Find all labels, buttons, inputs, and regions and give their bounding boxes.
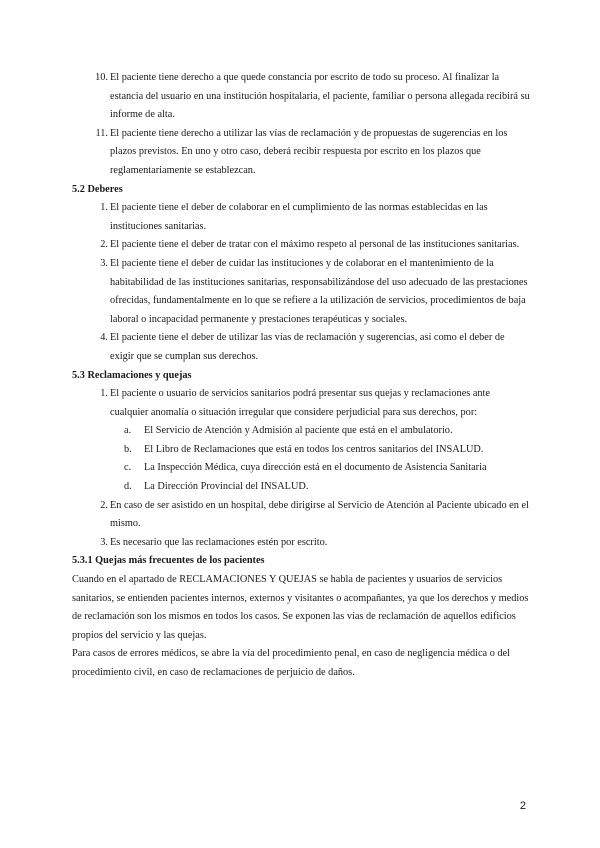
list-text: En caso de ser asistido en un hospital, debe dirigirse al Servicio de Atención al Paciente ubicado en el mismo. <box>110 499 529 530</box>
list-item <box>72 329 530 366</box>
list-number: 4. <box>100 332 108 344</box>
list-number: 2. <box>100 499 108 511</box>
page-number: 2 <box>519 800 526 812</box>
list-text: El paciente tiene derecho a utilizar las vías de reclamación y de propuestas de sugerencias en los plazos previstos. En uno y otro caso, deberá recibir respuesta por escrito en los plazos que reglamentariamente se establezcan. <box>110 127 508 176</box>
list-item <box>72 255 530 329</box>
list-item <box>72 125 530 181</box>
list-text: El paciente tiene el deber de cuidar las instituciones y de colaborar en el mantenimiento de la habitabilidad de las instituciones sanitarias, responsabilizándose del uso adecuado de las prestaciones ofrecidas, fundamentalmente en lo que se refiere a la utilización de servicios, procedimientos de baja laboral o incapacidad permanente y prestaciones terapéuticas y sociales. <box>110 257 528 325</box>
list-item <box>72 236 530 255</box>
deberes-list <box>72 199 530 366</box>
list-text: El paciente tiene el deber de colaborar en el cumplimiento de las normas establecidas en las instituciones sanitarias. <box>110 202 488 232</box>
sub-list-item <box>72 422 530 441</box>
sub-list-text: La Dirección Provincial del INSALUD. <box>144 481 309 493</box>
list-number: 3. <box>100 536 108 548</box>
sub-list-letter: a. <box>124 425 132 437</box>
sub-list-letter: d. <box>124 481 132 493</box>
list-text: El paciente tiene el deber de tratar con el máximo respeto al personal de las instituciones sanitarias. <box>110 239 520 251</box>
list-number: 11. <box>95 127 108 139</box>
sub-list-letter: c. <box>124 462 132 474</box>
section-heading-quejas-frecuentes: 5.3.1 Quejas más frecuentes de los pacientes <box>72 555 265 567</box>
list-item <box>72 199 530 236</box>
list-number: 10. <box>95 72 108 83</box>
sub-list-item <box>72 441 530 460</box>
rights-list-continued <box>72 69 530 181</box>
list-number: 1. <box>100 202 108 214</box>
section-heading-deberes: 5.2 Deberes <box>72 183 123 195</box>
sub-list-text: El Libro de Reclamaciones que está en todos los centros sanitarios del INSALUD. <box>144 443 484 455</box>
sub-list-text: El Servicio de Atención y Admisión al paciente que está en el ambulatorio. <box>144 425 453 437</box>
list-number: 3. <box>100 257 108 269</box>
sub-list-item <box>72 459 530 478</box>
sub-list-text: La Inspección Médica, cuya dirección está en el documento de Asistencia Sanitaria <box>144 462 487 474</box>
list-item <box>72 69 530 125</box>
sub-list-letter: b. <box>124 443 132 455</box>
list-number: 2. <box>100 239 108 251</box>
list-item <box>72 385 530 422</box>
list-item <box>72 497 530 534</box>
list-text: El paciente tiene derecho a que quede constancia por escrito de todo su proceso. Al finalizar la estancia del usuario en una institución hospitalaria, el paciente, familiar o persona allegada recibirá su informe de alta. <box>110 72 530 121</box>
section-heading-reclamaciones: 5.3 Reclamaciones y quejas <box>72 369 192 381</box>
page-content <box>72 69 530 683</box>
list-text: Es necesario que las reclamaciones estén por escrito. <box>110 536 328 548</box>
list-item <box>72 534 530 553</box>
list-text: El paciente o usuario de servicios sanitarios podrá presentar sus quejas y reclamaciones ante cualquier anomalía o situación irregular que considere perjudicial para sus derechos, por: <box>110 388 490 418</box>
list-text: El paciente tiene el deber de utilizar las vías de reclamación y sugerencias, así como el deber de exigir que se cumplan sus derechos. <box>110 332 505 362</box>
sub-list-item <box>72 478 530 497</box>
list-number: 1. <box>100 388 108 400</box>
reclamaciones-list <box>72 385 530 552</box>
body-paragraph: Cuando en el apartado de RECLAMACIONES Y QUEJAS se habla de pacientes y usuarios de servicios sanitarios, se entienden pacientes internos, externos y visitantes o acompañantes, ya que los derechos y medios de reclamación son los mismos en todos los casos. Se exponen las vías de reclamación de aquellos edificios propios del servicio y las quejas. <box>72 574 529 641</box>
body-paragraph: Para casos de errores médicos, se abre la vía del procedimiento penal, en caso de negligencia médica o del procedimiento civil, en caso de reclamaciones de perjuicio de daños. <box>72 648 511 678</box>
